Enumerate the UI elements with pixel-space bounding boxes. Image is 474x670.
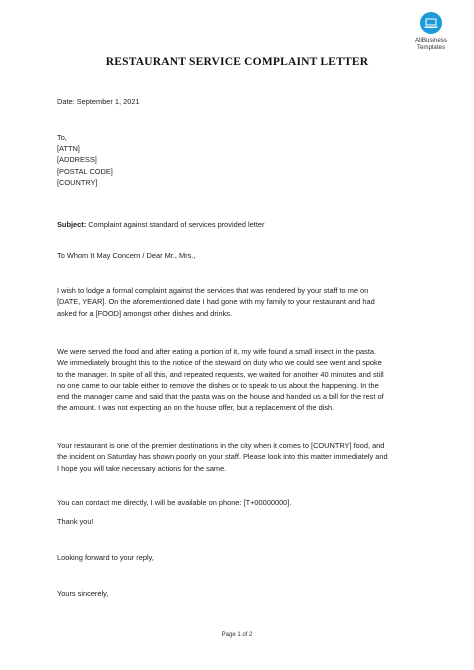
paragraph-2-line: to the manager. In spite of all this, and repeated requests, we waited for another 40 minutes and still bbox=[57, 369, 384, 379]
contact-line: You can contact me directly, I will be available on phone: [T+00000000]. bbox=[57, 498, 292, 507]
salutation: To Whom It May Concern / Dear Mr., Mrs., bbox=[57, 251, 196, 260]
paragraph-1-line: I wish to lodge a formal complaint against the services that was rendered by your staff to me on bbox=[57, 286, 369, 295]
paragraph-1 bbox=[57, 285, 437, 319]
laptop-logo-icon bbox=[420, 12, 442, 34]
subject-label: Subject: bbox=[57, 220, 87, 229]
paragraph-2 bbox=[57, 346, 437, 414]
paragraph-2-line: We were served the food and after eating a portion of it, my wife found a small insect in the pasta. bbox=[57, 347, 377, 356]
allbusiness-logo bbox=[398, 12, 464, 60]
logo-line-2: Templates bbox=[416, 44, 446, 51]
paragraph-2-line: the amount. I was not expecting an on the house offer, but a replacement of the dish. bbox=[57, 403, 335, 413]
looking-forward-line: Looking forward to your reply, bbox=[57, 553, 154, 562]
paragraph-3-line: Your restaurant is one of the premier destinations in the city when it comes to [COUNTRY] food, and bbox=[57, 441, 385, 450]
recipient-address bbox=[57, 143, 437, 188]
address-line-postal-code: [POSTAL CODE] bbox=[57, 166, 113, 176]
paragraph-2-line: end the manager came and said that the pasta was on the house and handed us a bill for the rest of bbox=[57, 392, 384, 402]
recipient-to: To, bbox=[57, 133, 67, 142]
subject-line bbox=[57, 219, 264, 230]
page-number: Page 1 of 2 bbox=[221, 632, 253, 638]
letter-date: Date: September 1, 2021 bbox=[57, 97, 140, 106]
closing-line: Yours sincerely, bbox=[57, 589, 109, 598]
paragraph-3-line: I hope you will take necessary actions for the same. bbox=[57, 463, 227, 473]
paragraph-1-line: [DATE, YEAR]. On the aforementioned date I had gone with my family to your restaurant and had bbox=[57, 297, 375, 307]
paragraph-1-line: asked for a [FOOD] amongst other dishes and drinks. bbox=[57, 308, 232, 318]
address-line-attn: [ATTN] bbox=[57, 144, 80, 153]
letter-title: RESTAURANT SERVICE COMPLAINT LETTER bbox=[105, 56, 369, 68]
thank-you-line: Thank you! bbox=[57, 517, 94, 526]
address-line-address: [ADDRESS] bbox=[57, 155, 97, 165]
address-line-country: [COUNTRY] bbox=[57, 177, 98, 187]
logo-text bbox=[398, 37, 464, 51]
logo-line-1: AllBusiness bbox=[415, 37, 447, 44]
paragraph-3 bbox=[57, 440, 437, 474]
paragraph-3-line: the incident on Saturday has shown poorly on your staff. Please look into this matter immediately and bbox=[57, 452, 388, 462]
paragraph-2-line: no one came to our table either to remove the dishes or to speak to us about the happening. In the bbox=[57, 380, 379, 390]
subject-text: Complaint against standard of services provided letter bbox=[86, 220, 265, 229]
paragraph-2-line: We immediately brought this to the notice of the steward on duty who we could see went and spoke bbox=[57, 358, 382, 368]
